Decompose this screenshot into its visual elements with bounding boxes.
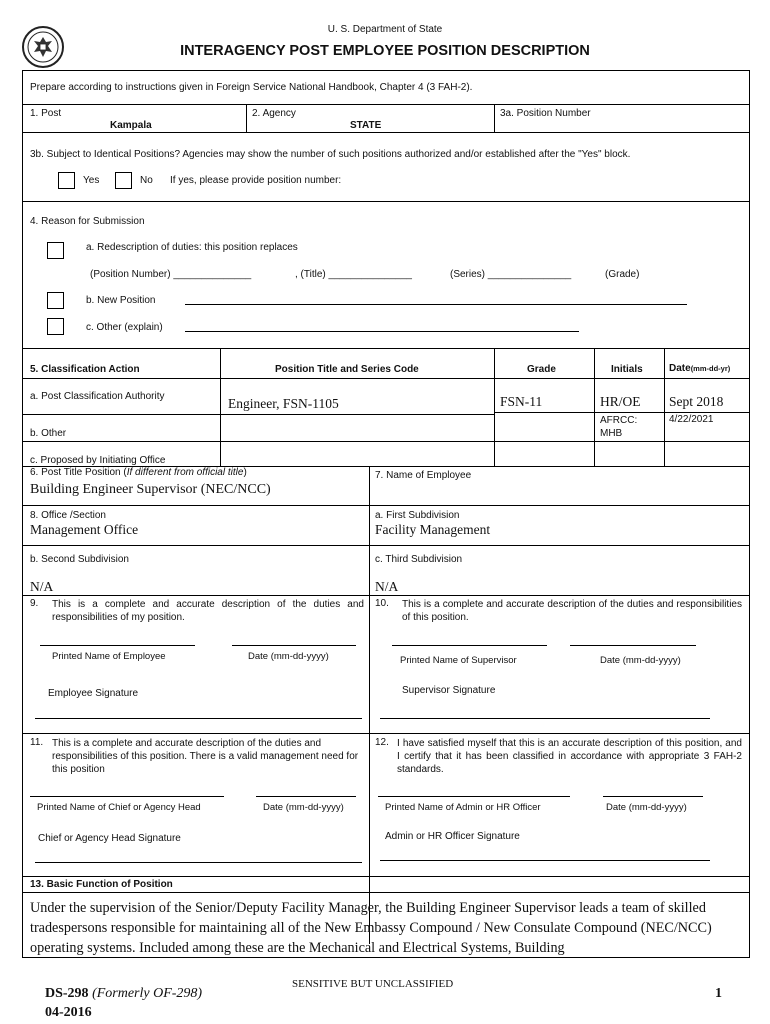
form-date: 04-2016 bbox=[45, 1005, 92, 1020]
replaced-title: , (Title) _______________ bbox=[295, 269, 412, 280]
instructions: Prepare according to instructions given in Foreign Service National Handbook, Chapter 4 (3 FAH-2). bbox=[30, 82, 473, 93]
new-position-label: b. New Position bbox=[86, 295, 156, 306]
supervisor-date-line[interactable] bbox=[570, 645, 696, 646]
post-title-label-b: If different from official title bbox=[126, 467, 244, 478]
cert-12-num: 12. bbox=[375, 737, 389, 748]
identical-positions-text: 3b. Subject to Identical Positions? Agencies may show the number of such positions authorized and/or established after the "Yes" block. bbox=[30, 149, 631, 160]
post-label: 1. Post bbox=[30, 108, 62, 119]
post-classification-authority: a. Post Classification Authority bbox=[30, 391, 165, 402]
page-number: 1 bbox=[715, 986, 722, 1001]
form-formerly: (Formerly OF-298) bbox=[92, 986, 203, 1001]
other-explain-checkbox[interactable] bbox=[47, 318, 64, 335]
classification-other: b. Other bbox=[30, 428, 67, 439]
chief-signature-line[interactable] bbox=[35, 862, 362, 863]
employee-date-line[interactable] bbox=[232, 645, 356, 646]
department-name: U. S. Department of State bbox=[327, 24, 443, 35]
classified-initials[interactable]: HR/OE bbox=[600, 394, 641, 409]
cert-10-text: This is a complete and accurate description of the duties and responsibilities of this position. bbox=[402, 599, 742, 623]
post-value[interactable]: Kampala bbox=[110, 120, 152, 131]
basic-function-label: 13. Basic Function of Position bbox=[30, 879, 173, 890]
third-subdivision-value[interactable]: N/A bbox=[375, 579, 399, 594]
redescription-checkbox[interactable] bbox=[47, 242, 64, 259]
no-checkbox[interactable] bbox=[115, 172, 132, 189]
form-title: INTERAGENCY POST EMPLOYEE POSITION DESCRIPTION bbox=[180, 43, 590, 59]
second-initials[interactable]: AFRCC: MHB bbox=[600, 415, 638, 439]
second-subdivision-value[interactable]: N/A bbox=[30, 579, 54, 594]
second-date[interactable]: 4/22/2021 bbox=[669, 414, 714, 425]
col-date-format: (mm-dd-yr) bbox=[690, 364, 731, 373]
yes-checkbox[interactable] bbox=[58, 172, 75, 189]
hr-date-label: Date (mm-dd-yyyy) bbox=[606, 802, 687, 813]
sensitive-marking: SENSITIVE BUT UNCLASSIFIED bbox=[292, 978, 454, 990]
col-date-label: Date bbox=[669, 363, 691, 374]
classification-header: 5. Classification Action bbox=[30, 364, 140, 375]
third-subdivision-label: c. Third Subdivision bbox=[375, 554, 463, 565]
hr-printed-name-label: Printed Name of Admin or HR Officer bbox=[385, 802, 541, 813]
supervisor-date-label: Date (mm-dd-yyyy) bbox=[600, 655, 681, 666]
classified-grade[interactable]: FSN-11 bbox=[500, 394, 543, 409]
other-explain-label: c. Other (explain) bbox=[86, 322, 163, 333]
agency-label: 2. Agency bbox=[252, 108, 296, 119]
chief-printed-name-line[interactable] bbox=[30, 796, 224, 797]
classified-date[interactable]: Sept 2018 bbox=[669, 394, 724, 409]
chief-date-line[interactable] bbox=[256, 796, 356, 797]
office-section-label: 8. Office /Section bbox=[30, 510, 106, 521]
employee-signature-label: Employee Signature bbox=[48, 688, 139, 699]
supervisor-printed-name-line[interactable] bbox=[392, 645, 547, 646]
position-number-label: 3a. Position Number bbox=[500, 108, 591, 119]
col-date bbox=[669, 363, 730, 374]
form-number-code: DS-298 bbox=[45, 986, 89, 1001]
col-grade: Grade bbox=[527, 364, 556, 375]
replaced-series: (Series) _______________ bbox=[450, 269, 572, 280]
yes-label: Yes bbox=[83, 175, 100, 186]
replaced-grade: (Grade) bbox=[605, 269, 640, 280]
cert-9-num: 9. bbox=[30, 598, 39, 609]
supervisor-printed-name-label: Printed Name of Supervisor bbox=[400, 655, 517, 666]
new-position-checkbox[interactable] bbox=[47, 292, 64, 309]
proposed-by-initiating-office: c. Proposed by Initiating Office bbox=[30, 455, 166, 466]
employee-signature-line[interactable] bbox=[35, 718, 362, 719]
hr-signature-line[interactable] bbox=[380, 860, 710, 861]
form-number bbox=[45, 986, 202, 1002]
other-explain-line[interactable] bbox=[185, 331, 579, 332]
cert-10-num: 10. bbox=[375, 598, 389, 609]
post-title-label-a: 6. Post Title Position ( bbox=[30, 467, 127, 478]
no-label: No bbox=[140, 175, 153, 186]
supervisor-signature-line[interactable] bbox=[380, 718, 710, 719]
hr-signature-label: Admin or HR Officer Signature bbox=[385, 831, 520, 842]
chief-date-label: Date (mm-dd-yyyy) bbox=[263, 802, 344, 813]
classified-title[interactable]: Engineer, FSN-1105 bbox=[228, 396, 339, 411]
cert-11-text: This is a complete and accurate description of the duties and responsibilities of this position. There is a valid management need for this position bbox=[52, 738, 359, 775]
employee-date-label: Date (mm-dd-yyyy) bbox=[248, 651, 329, 662]
col-title-series: Position Title and Series Code bbox=[275, 364, 419, 375]
hr-printed-name-line[interactable] bbox=[378, 796, 570, 797]
first-subdivision-label: a. First Subdivision bbox=[375, 510, 460, 521]
post-title-value[interactable]: Building Engineer Supervisor (NEC/NCC) bbox=[30, 482, 271, 497]
hr-date-line[interactable] bbox=[603, 796, 703, 797]
supervisor-signature-label: Supervisor Signature bbox=[402, 685, 496, 696]
post-title-label bbox=[30, 467, 247, 478]
col-initials: Initials bbox=[611, 364, 643, 375]
chief-signature-label: Chief or Agency Head Signature bbox=[38, 833, 181, 844]
employee-name-label: 7. Name of Employee bbox=[375, 470, 472, 481]
reason-label: 4. Reason for Submission bbox=[30, 216, 145, 227]
employee-printed-name-label: Printed Name of Employee bbox=[52, 651, 166, 662]
cert-9-text: This is a complete and accurate description of the duties and responsibilities of my position. bbox=[52, 599, 364, 623]
new-position-line[interactable] bbox=[185, 304, 687, 305]
employee-printed-name-line[interactable] bbox=[40, 645, 195, 646]
second-subdivision-label: b. Second Subdivision bbox=[30, 554, 129, 565]
replaced-position-number: (Position Number) ______________ bbox=[90, 269, 252, 280]
post-title-label-c: ) bbox=[243, 467, 247, 478]
basic-function-text[interactable]: Under the supervision of the Senior/Deputy Facility Manager, the Building Engineer Supervisor leads a team of skilled tradespersons responsible for maintaining all of the New Embassy Compound / New Consulate Compound (NEC/NCC) operating systems. Included among these are the Mechanical and Electrical Systems, Building bbox=[30, 900, 712, 956]
first-subdivision-value[interactable]: Facility Management bbox=[375, 522, 491, 537]
chief-printed-name-label: Printed Name of Chief or Agency Head bbox=[37, 802, 201, 813]
redescription-label: a. Redescription of duties: this position replaces bbox=[86, 242, 298, 253]
cert-12-text: I have satisfied myself that this is an accurate description of this position, and I certify that it has been classified in accordance with appropriate 3 FAH-2 standards. bbox=[397, 738, 742, 775]
office-section-value[interactable]: Management Office bbox=[30, 522, 139, 537]
cert-11-num: 11. bbox=[30, 737, 44, 748]
agency-value[interactable]: STATE bbox=[350, 120, 382, 131]
if-yes-text: If yes, please provide position number: bbox=[170, 175, 342, 186]
